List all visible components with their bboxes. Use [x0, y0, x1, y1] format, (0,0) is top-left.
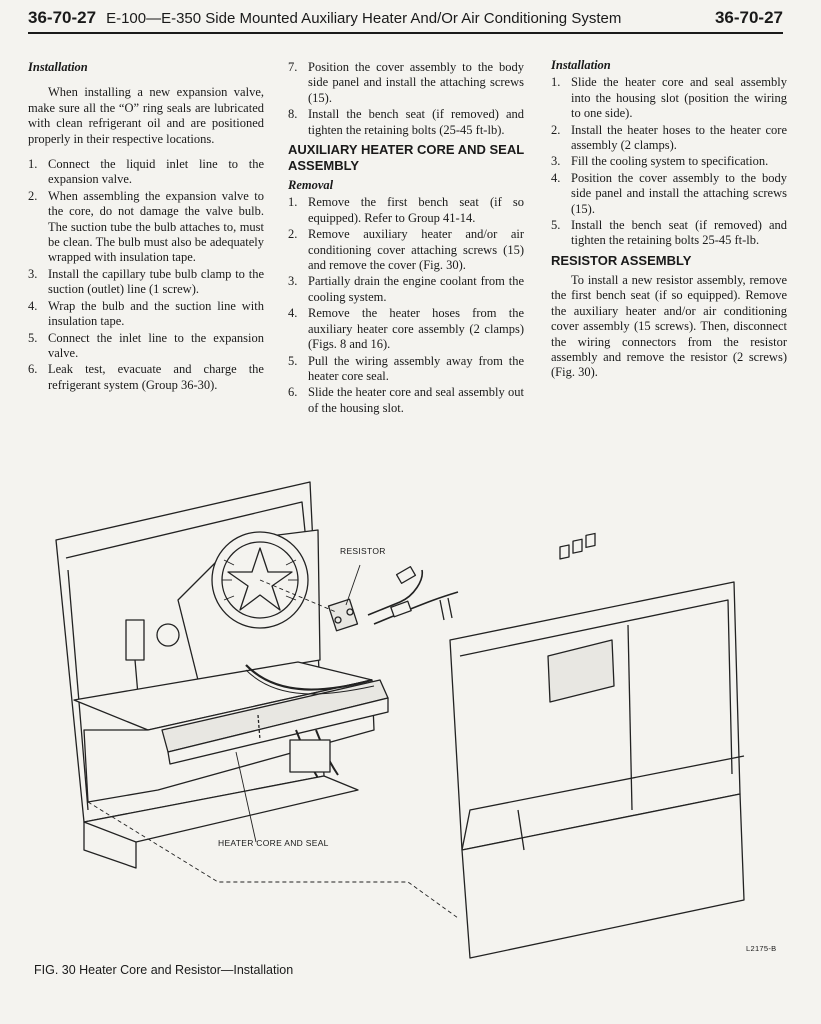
step-text: Remove auxiliary heater and/or air conditioning cover attaching screws (15) and remove the cover (Fig. 30).: [308, 227, 524, 273]
installation-steps: [551, 75, 787, 248]
list-item: [28, 267, 264, 298]
list-item: [288, 107, 524, 138]
step-text: Leak test, evacuate and charge the refrigerant system (Group 36-30).: [48, 362, 264, 392]
page-header: [28, 4, 783, 34]
header-title: E-100—E-350 Side Mounted Auxiliary Heater And/Or Air Conditioning System: [106, 9, 622, 27]
list-item: [551, 218, 787, 249]
step-text: Partially drain the engine coolant from the cooling system.: [308, 274, 524, 304]
list-item: [551, 123, 787, 154]
list-item: [288, 227, 524, 273]
figure-code: L2175-B: [746, 944, 777, 953]
list-item: [551, 171, 787, 217]
step-number: 3.: [551, 154, 561, 169]
step-text: Position the cover assembly to the body side panel and install the attaching screws (15).: [308, 60, 524, 105]
column-2: [288, 56, 524, 417]
heater-core-label: HEATER CORE AND SEAL: [218, 838, 329, 848]
figure-caption: FIG. 30 Heater Core and Resistor—Installation: [34, 963, 294, 977]
heater-core-illustration: [28, 430, 793, 960]
removal-steps: [288, 195, 524, 416]
step-text: Position the cover assembly to the body side panel and install the attaching screws (15).: [571, 170, 787, 216]
list-item: [28, 331, 264, 362]
step-number: 5.: [288, 353, 298, 368]
page-number-right: 36-70-27: [714, 8, 783, 27]
step-number: 1.: [288, 195, 298, 210]
list-item: [551, 75, 787, 121]
step-text: Install the heater hoses to the heater core assembly (2 clamps).: [571, 122, 787, 153]
step-number: 8.: [288, 107, 298, 122]
heater-core-section-title: AUXILIARY HEATER CORE AND SEAL ASSEMBLY: [288, 142, 524, 174]
page-number-left: 36-70-27: [28, 8, 97, 27]
resistor-label: RESISTOR: [340, 546, 386, 556]
step-text: Remove the first bench seat (if so equipped). Refer to Group 41-14.: [308, 195, 524, 225]
resistor-section-title: RESISTOR ASSEMBLY: [551, 252, 692, 268]
removal-subhead: Removal: [288, 178, 334, 193]
list-item: [288, 195, 524, 226]
step-number: 7.: [288, 60, 298, 74]
step-number: 6.: [28, 362, 38, 377]
step-text: Install the bench seat (if removed) and tighten the retaining bolts 25-45 ft-lb.: [571, 218, 787, 248]
step-number: 2.: [28, 188, 38, 203]
column-3: [551, 56, 787, 391]
step-number: 4.: [551, 170, 561, 185]
list-item: [28, 189, 264, 266]
step-text: When assembling the expansion valve to the core, do not damage the valve bulb. The suction tube the bulb attaches to, must be clean. The bulb must also be adequately wrapped with insulation tape.: [48, 188, 264, 265]
intro-paragraph: When installing a new expansion valve, make sure all the “O” ring seals are lubricated with clean refrigerant oil and are positioned properly in their respective locations.: [28, 85, 264, 146]
step-number: 1.: [28, 157, 38, 172]
list-item: [288, 274, 524, 305]
step-number: 5.: [551, 218, 561, 233]
list-item: [288, 354, 524, 385]
list-item: [28, 299, 264, 330]
step-number: 1.: [551, 75, 561, 90]
step-number: 4.: [28, 298, 38, 313]
step-number: 3.: [288, 274, 298, 289]
list-item: [28, 157, 264, 188]
step-number: 2.: [551, 122, 561, 137]
step-text: Fill the cooling system to specification.: [571, 154, 769, 169]
list-item: [28, 362, 264, 393]
step-text: Install the bench seat (if removed) and tighten the retaining bolts (25-45 ft-lb).: [308, 107, 524, 137]
expansion-valve-steps: [28, 157, 264, 393]
step-number: 5.: [28, 330, 38, 345]
list-item: [288, 385, 524, 416]
installation-subhead: Installation: [28, 60, 88, 74]
step-text: Remove the heater hoses from the auxiliary heater core assembly (2 clamps) (Figs. 8 and 16).: [308, 306, 524, 352]
column-1: [28, 56, 264, 394]
step-number: 4.: [288, 306, 298, 321]
step-text: Slide the heater core and seal assembly into the housing slot (position the wiring to one side).: [571, 75, 787, 121]
installation-subhead: Installation: [551, 58, 611, 72]
resistor-paragraph: To install a new resistor assembly, remove the first bench seat (if so equipped). Remove the auxiliary heater and/or air conditioning cover assembly (15 screws). Then, disconnect the wiring connectors from the resistor assembly and remove the resistor (2 screws) (Fig. 30).: [551, 272, 787, 380]
step-number: 2.: [288, 227, 298, 242]
step-text: Slide the heater core and seal assembly out of the housing slot.: [308, 385, 524, 415]
list-item: [288, 60, 524, 106]
step-text: Connect the inlet line to the expansion valve.: [48, 330, 264, 360]
step-text: Pull the wiring assembly away from the heater core seal.: [308, 353, 524, 383]
step-number: 6.: [288, 385, 298, 400]
step-number: 3.: [28, 266, 38, 281]
step-text: Install the capillary tube bulb clamp to the suction (outlet) line (1 screw).: [48, 266, 264, 297]
resistor: [329, 599, 358, 631]
step-text: Connect the liquid inlet line to the expansion valve.: [48, 157, 264, 187]
figure-30: [28, 430, 793, 960]
step-text: Wrap the bulb and the suction line with insulation tape.: [48, 298, 264, 329]
list-item: [288, 306, 524, 352]
list-item: [551, 154, 787, 169]
cover-steps: [288, 60, 524, 138]
